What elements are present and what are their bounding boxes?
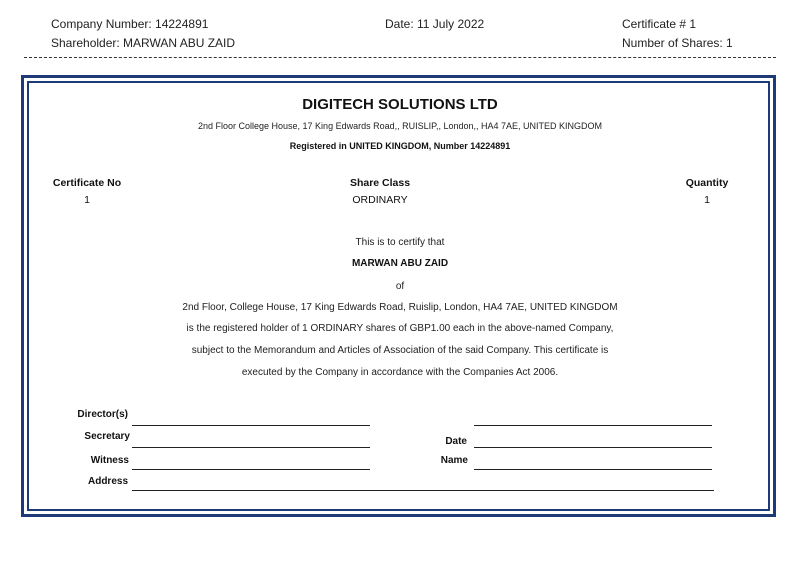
quantity-label: Quantity [685,177,729,189]
certificate-no-value: 1 [84,194,90,206]
certificate-number: Certificate # 1 [622,17,697,31]
registration-line: Registered in UNITED KINGDOM, Number 14224891 [289,141,511,151]
share-class-value: ORDINARY [352,194,408,206]
execution-statement: executed by the Company in accordance with the Companies Act 2006. [241,367,559,378]
certificate-stub-header [0,0,800,60]
company-number: Company Number: 14224891 [51,17,209,31]
date-line [474,447,712,448]
of-label: of [395,281,405,292]
date-label: Date [445,436,467,447]
second-signature-line [474,425,712,426]
directors-signature-line [132,425,370,426]
issue-date: Date: 11 July 2022 [385,17,485,31]
company-address: 2nd Floor College House, 17 King Edwards Road,, RUISLIP,, London,, HA4 7AE, UNITED KINGDOM [197,121,603,131]
cut-line-divider [24,57,776,58]
directors-label: Director(s) [77,409,128,420]
name-line [474,469,712,470]
secretary-signature-line [132,447,370,448]
witness-signature-line [132,469,370,470]
number-of-shares: Number of Shares: 1 [622,36,733,50]
certificate-no-label: Certificate No [52,177,122,189]
address-label: Address [87,476,128,487]
name-label: Name [440,455,468,466]
holder-name: MARWAN ABU ZAID [351,258,449,269]
holding-statement: is the registered holder of 1 ORDINARY shares of GBP1.00 each in the above-named Company, [186,323,614,334]
company-name: DIGITECH SOLUTIONS LTD [302,96,498,113]
witness-label: Witness [90,455,129,466]
holder-address: 2nd Floor, College House, 17 King Edwards Road, Ruislip, London, HA4 7AE, UNITED KINGDOM [182,302,618,313]
address-line [132,490,714,491]
shareholder: Shareholder: MARWAN ABU ZAID [51,36,236,50]
certify-statement: This is to certify that [355,237,445,248]
share-class-label: Share Class [349,177,411,189]
quantity-value: 1 [704,194,710,206]
articles-statement: subject to the Memorandum and Articles of Association of the said Company. This certificate is [191,345,609,356]
secretary-label: Secretary [84,431,130,442]
